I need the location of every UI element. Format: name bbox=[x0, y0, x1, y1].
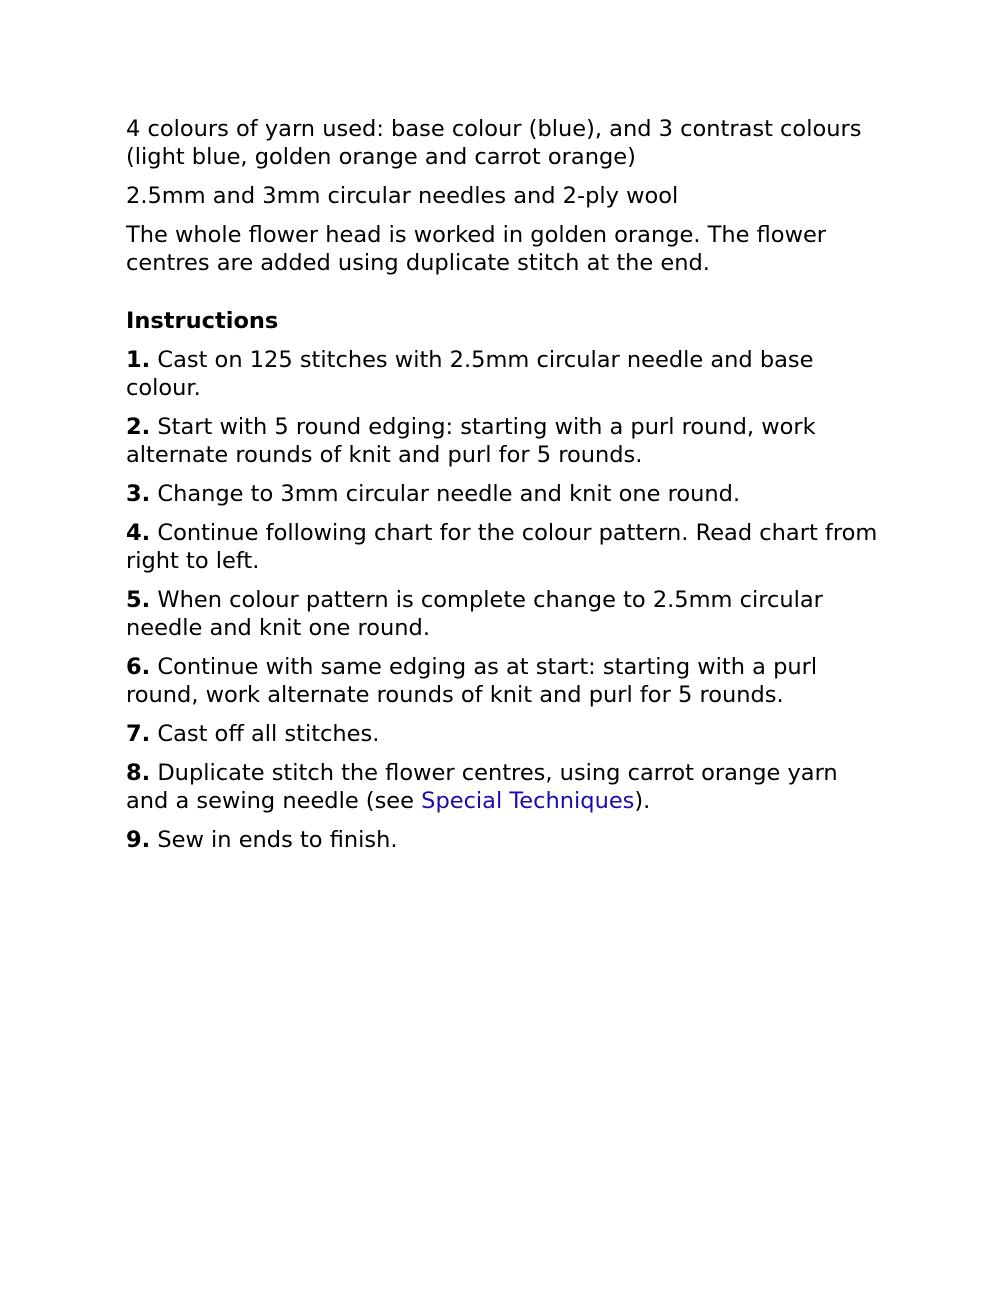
step-number: 7. bbox=[126, 721, 151, 747]
step-number: 1. bbox=[126, 347, 151, 373]
step-number: 3. bbox=[126, 481, 151, 507]
instructions-heading: Instructions bbox=[126, 308, 279, 334]
step-text: Continue following chart for the colour pattern. Read chart from right to left. bbox=[126, 520, 878, 574]
step-2 bbox=[126, 413, 886, 469]
step-7 bbox=[126, 720, 886, 748]
step-5 bbox=[126, 586, 886, 642]
step-number: 5. bbox=[126, 587, 151, 613]
step-6 bbox=[126, 653, 886, 709]
step-9 bbox=[126, 826, 886, 854]
step-text-end: ). bbox=[634, 788, 651, 814]
needles-paragraph: 2.5mm and 3mm circular needles and 2-ply wool bbox=[126, 183, 679, 209]
step-number: 9. bbox=[126, 827, 151, 853]
step-text: Sew in ends to finish. bbox=[150, 827, 398, 853]
step-text: Cast off all stitches. bbox=[150, 721, 380, 747]
step-text: Continue with same edging as at start: starting with a purl round, work alternate rounds of knit and purl for 5 rounds. bbox=[126, 654, 818, 708]
step-3 bbox=[126, 480, 886, 508]
step-number: 8. bbox=[126, 760, 151, 786]
step-1 bbox=[126, 346, 886, 402]
document-page bbox=[126, 115, 886, 865]
step-text: Start with 5 round edging: starting with a purl round, work alternate rounds of knit and purl for 5 rounds. bbox=[126, 414, 816, 468]
step-number: 4. bbox=[126, 520, 151, 546]
special-techniques-link[interactable]: Special Techniques bbox=[421, 788, 635, 814]
step-text: When colour pattern is complete change to 2.5mm circular needle and knit one round. bbox=[126, 587, 823, 641]
step-4 bbox=[126, 519, 886, 575]
yarn-paragraph: 4 colours of yarn used: base colour (blue), and 3 contrast colours (light blue, golden orange and carrot orange) bbox=[126, 116, 862, 170]
step-8 bbox=[126, 759, 886, 815]
step-number: 2. bbox=[126, 414, 151, 440]
step-text: Duplicate stitch the flower centres, using carrot orange yarn and a sewing needle (see bbox=[126, 760, 838, 814]
step-number: 6. bbox=[126, 654, 151, 680]
step-text: Change to 3mm circular needle and knit one round. bbox=[150, 481, 741, 507]
flower-paragraph: The whole flower head is worked in golden orange. The flower centres are added using duplicate stitch at the end. bbox=[126, 222, 827, 276]
step-text: Cast on 125 stitches with 2.5mm circular needle and base colour. bbox=[126, 347, 814, 401]
